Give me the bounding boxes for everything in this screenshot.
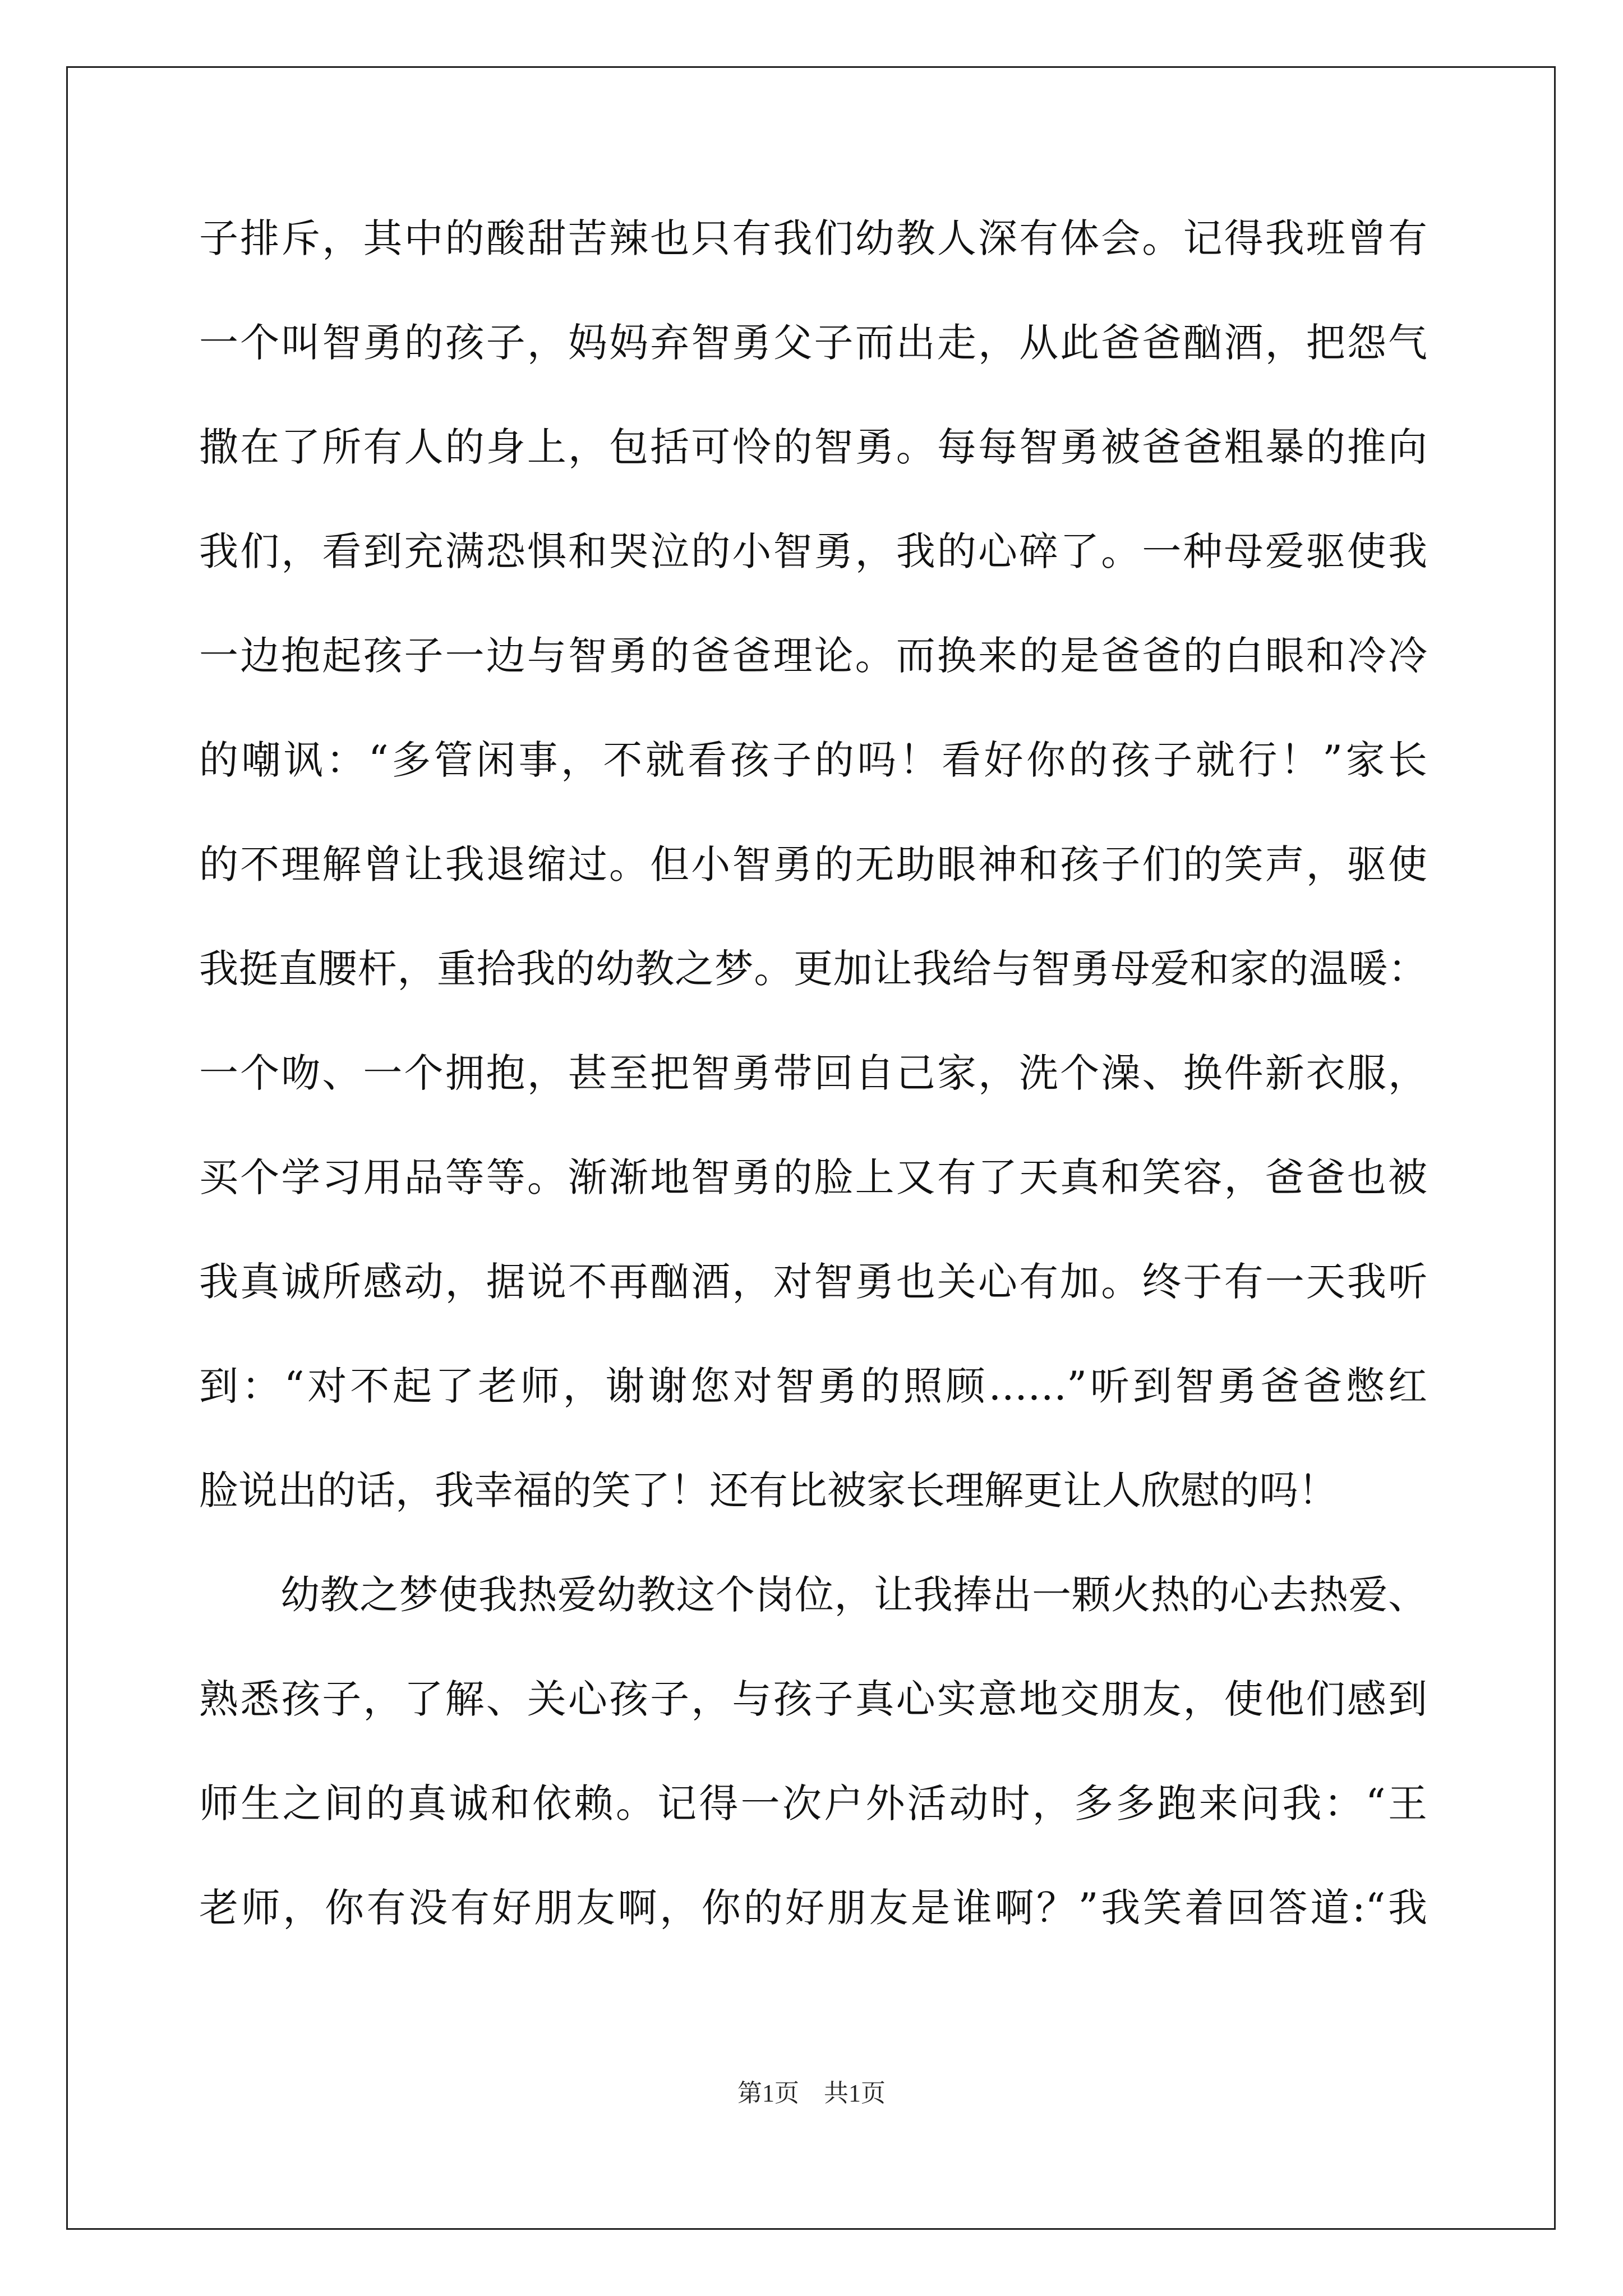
text-line: 师生之间的真诚和依赖。记得一次户外活动时，多多跑来问我：“王 [199, 1780, 1427, 1826]
text-line: 买个学习用品等等。渐渐地智勇的脸上又有了天真和笑容，爸爸也被 [199, 1154, 1427, 1200]
text-line: 老师，你有没有好朋友啊，你的好朋友是谁啊？”我笑着回答道:“我 [199, 1885, 1427, 1931]
text-line: 的嘲讽：“多管闲事，不就看孩子的吗！看好你的孩子就行！”家长 [199, 737, 1427, 783]
text-line: 子排斥，其中的酸甜苦辣也只有我们幼教人深有体会。记得我班曾有 [199, 215, 1427, 261]
text-line: 我挺直腰杆，重拾我的幼教之梦。更加让我给与智勇母爱和家的温暖： [199, 946, 1427, 992]
text-line: 到：“对不起了老师，谢谢您对智勇的照顾……”听到智勇爸爸憋红 [199, 1363, 1427, 1409]
text-line: 撒在了所有人的身上，包括可怜的智勇。每每智勇被爸爸粗暴的推向 [199, 424, 1427, 470]
text-line: 我真诚所感动，据说不再酗酒，对智勇也关心有加。终于有一天我听 [199, 1259, 1427, 1305]
text-line: 的不理解曾让我退缩过。但小智勇的无助眼神和孩子们的笑声，驱使 [199, 841, 1427, 887]
text-line: 一个叫智勇的孩子，妈妈弃智勇父子而出走，从此爸爸酗酒，把怨气 [199, 320, 1427, 366]
text-line: 一边抱起孩子一边与智勇的爸爸理论。而换来的是爸爸的白眼和冷冷 [199, 633, 1427, 679]
text-line: 熟悉孩子，了解、关心孩子，与孩子真心实意地交朋友，使他们感到 [199, 1676, 1427, 1722]
paragraph-last-line: 脸说出的话，我幸福的笑了！还有比被家长理解更让人欣慰的吗！ [199, 1467, 1338, 1513]
page-number-footer: 第1页 共1页 [737, 2079, 886, 2107]
text-line: 我们，看到充满恐惧和哭泣的小智勇，我的心碎了。一种母爱驱使我 [199, 528, 1427, 574]
paragraph-first-line: 幼教之梦使我热爱幼教这个岗位，让我捧出一颗火热的心去热爱、 [280, 1572, 1427, 1618]
document-body [199, 210, 1427, 1984]
text-line: 一个吻、一个拥抱，甚至把智勇带回自己家，洗个澡、换件新衣服， [199, 1050, 1427, 1096]
